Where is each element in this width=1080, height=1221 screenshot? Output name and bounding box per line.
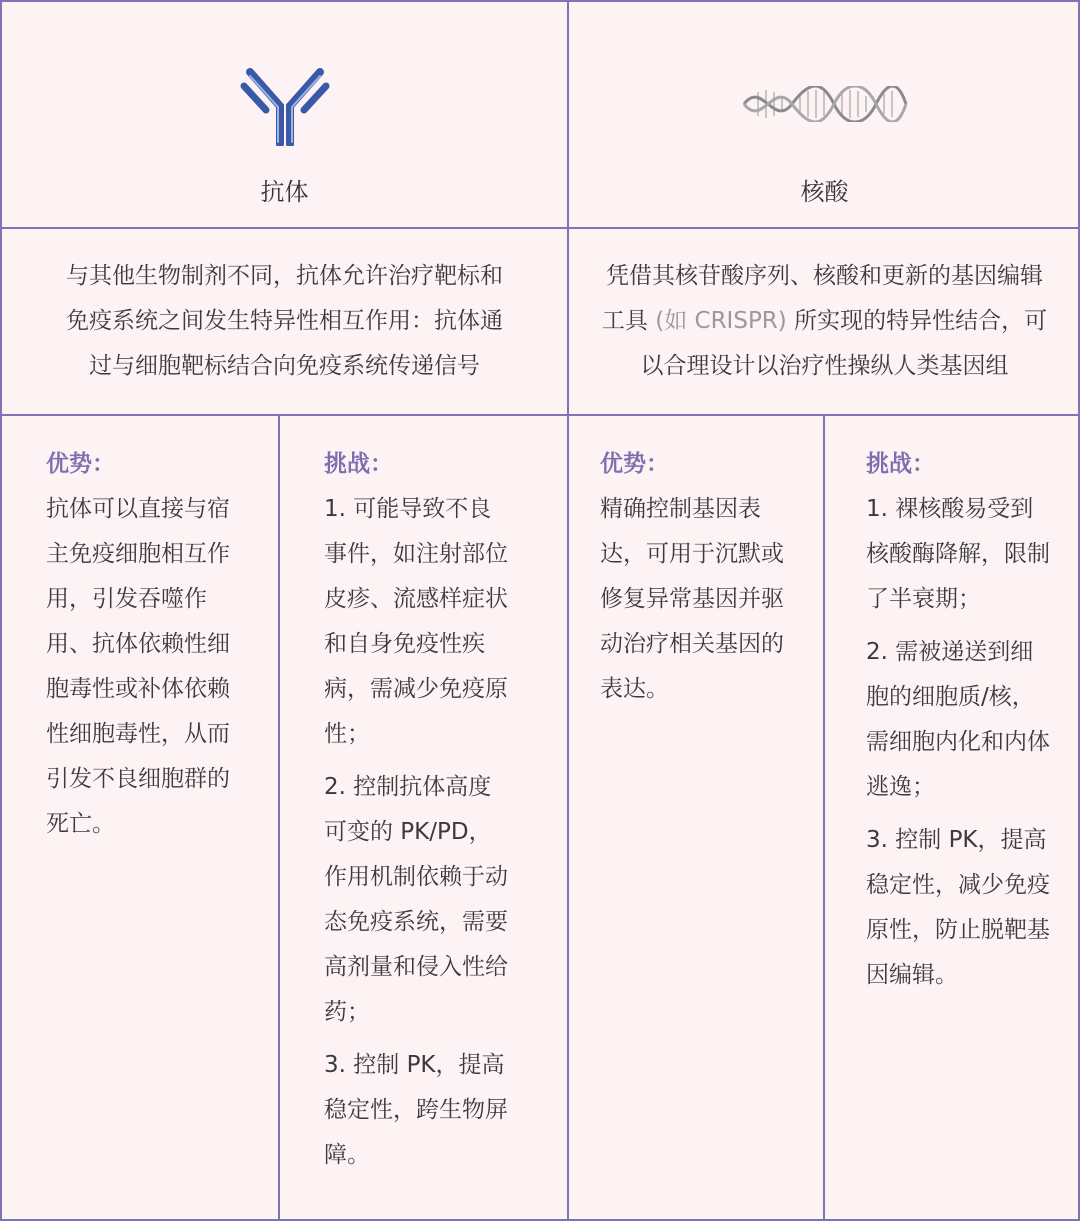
- crispr-note: (如 CRISPR): [655, 308, 787, 334]
- challenge-item: 3. 控制 PK，提高稳定性，跨生物屏障。: [324, 1052, 508, 1168]
- advantage-text: 精确控制基因表达，可用于沉默或修复异常基因并驱动治疗相关基因的表达。: [600, 496, 784, 702]
- antibody-challenges: [324, 442, 510, 1186]
- header-nucleic-acid: [569, 2, 1080, 227]
- description-text: 工具: [601, 308, 656, 334]
- antibody-description-line: 过与细胞靶标结合向免疫系统传递信号: [89, 353, 480, 379]
- header-antibody: [2, 2, 567, 227]
- antibody-description-line: 与其他生物制剂不同，抗体允许治疗靶标和: [66, 263, 503, 289]
- description-text: 所实现的特异性结合，可: [786, 308, 1048, 334]
- divider-left-sub: [278, 414, 280, 1221]
- antibody-title: 抗体: [260, 178, 309, 206]
- nucleic-acid-description-line: 以合理设计以治疗性操纵人类基因组: [640, 353, 1009, 379]
- antibody-description: [2, 229, 567, 414]
- challenge-item: 1. 裸核酸易受到核酸酶降解，限制了半衰期；: [866, 496, 1050, 612]
- nucleic-acid-challenges: [866, 442, 1052, 1006]
- challenge-item: 3. 控制 PK，提高稳定性，减少免疫原性，防止脱靶基因编辑。: [866, 827, 1050, 988]
- nucleic-acid-description-line: 凭借其核苷酸序列、核酸和更新的基因编辑: [606, 263, 1043, 289]
- challenge-item: 2. 控制抗体高度可变的 PK/PD，作用机制依赖于动态免疫系统，需要高剂量和侵入性给药；: [324, 774, 508, 1025]
- advantage-label: 优势：: [600, 451, 669, 477]
- advantage-text: 抗体可以直接与宿主免疫细胞相互作用，引发吞噬作用、抗体依赖性细胞毒性或补体依赖性细胞毒性，从而引发不良细胞群的死亡。: [46, 496, 230, 837]
- divider-right-sub: [823, 414, 825, 1221]
- antibody-advantages: [46, 442, 232, 847]
- advantage-label: 优势：: [46, 451, 115, 477]
- challenge-label: 挑战：: [324, 451, 393, 477]
- challenge-item: 2. 需被递送到细胞的细胞质/核，需细胞内化和内体逃逸；: [866, 639, 1050, 800]
- antibody-icon: [2, 64, 567, 146]
- nucleic-acid-title: 核酸: [800, 178, 849, 206]
- nucleic-acid-description: [569, 229, 1080, 414]
- nucleic-acid-advantages: [600, 442, 786, 712]
- dna-helix-icon: [569, 86, 1080, 122]
- challenge-item: 1. 可能导致不良事件，如注射部位皮疹、流感样症状和自身免疫性疾病，需减少免疫原性；: [324, 496, 508, 747]
- nucleic-acid-description-line: [602, 299, 1047, 344]
- divider-description: [2, 414, 1080, 416]
- challenge-label: 挑战：: [866, 451, 935, 477]
- antibody-description-line: 免疫系统之间发生特异性相互作用：抗体通: [66, 308, 503, 334]
